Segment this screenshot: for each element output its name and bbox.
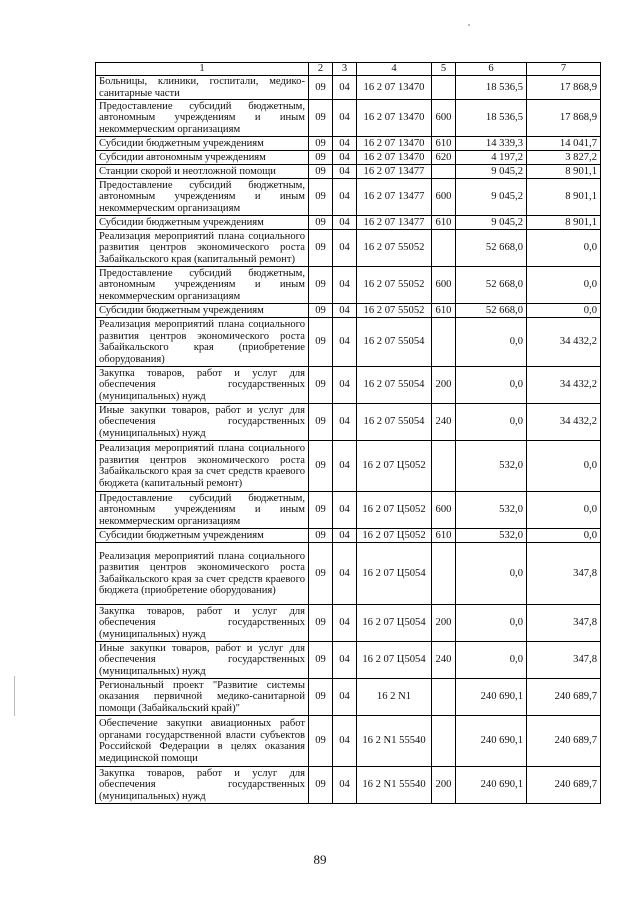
table-row [96, 605, 601, 642]
section-code: 09 [309, 100, 333, 137]
section-code: 09 [309, 441, 333, 492]
expense-type-code: 610 [432, 529, 456, 543]
amount-col-6: 0,0 [456, 642, 527, 679]
section-code: 09 [309, 716, 333, 767]
expense-type-code [432, 230, 456, 267]
expense-type-code [432, 76, 456, 100]
subsection-code: 04 [333, 179, 357, 216]
table-row [96, 216, 601, 230]
target-article-code: 16 2 07 Ц5052 [357, 529, 432, 543]
section-code: 09 [309, 76, 333, 100]
section-code: 09 [309, 304, 333, 318]
subsection-code: 04 [333, 679, 357, 716]
budget-table [95, 62, 601, 804]
expense-type-code: 610 [432, 304, 456, 318]
amount-col-6: 240 690,1 [456, 716, 527, 767]
expense-type-code: 620 [432, 151, 456, 165]
table-row [96, 304, 601, 318]
row-name: Закупка товаров, работ и услуг для обеспечения государственных (муниципальных) нужд [96, 605, 309, 642]
amount-col-7: 347,8 [527, 605, 601, 642]
amount-col-6: 52 668,0 [456, 230, 527, 267]
amount-col-7: 0,0 [527, 529, 601, 543]
amount-col-7: 17 868,9 [527, 76, 601, 100]
page-number: 89 [313, 852, 327, 867]
amount-col-6: 9 045,2 [456, 165, 527, 179]
table-row [96, 642, 601, 679]
amount-col-6: 532,0 [456, 492, 527, 529]
subsection-code: 04 [333, 76, 357, 100]
subsection-code: 04 [333, 529, 357, 543]
target-article-code: 16 2 N1 [357, 679, 432, 716]
subsection-code: 04 [333, 137, 357, 151]
table-row [96, 100, 601, 137]
amount-col-7: 240 689,7 [527, 767, 601, 804]
subsection-code: 04 [333, 716, 357, 767]
amount-col-6: 18 536,5 [456, 100, 527, 137]
target-article-code: 16 2 07 Ц5052 [357, 441, 432, 492]
section-code: 09 [309, 642, 333, 679]
table-row [96, 267, 601, 304]
scan-mark [14, 676, 15, 716]
amount-col-7: 8 901,1 [527, 179, 601, 216]
section-code: 09 [309, 216, 333, 230]
amount-col-6: 240 690,1 [456, 767, 527, 804]
target-article-code: 16 2 N1 55540 [357, 767, 432, 804]
subsection-code: 04 [333, 605, 357, 642]
section-code: 09 [309, 605, 333, 642]
row-name: Иные закупки товаров, работ и услуг для обеспечения государственных (муниципальных) нужд [96, 404, 309, 441]
expense-type-code [432, 441, 456, 492]
expense-type-code: 240 [432, 642, 456, 679]
table-row [96, 137, 601, 151]
row-name: Субсидии бюджетным учреждениям [96, 304, 309, 318]
expense-type-code [432, 318, 456, 367]
section-code: 09 [309, 137, 333, 151]
section-code: 09 [309, 543, 333, 605]
row-name: Субсидии бюджетным учреждениям [96, 216, 309, 230]
row-name: Больницы, клиники, госпитали, медико-санитарные части [96, 76, 309, 100]
amount-col-7: 14 041,7 [527, 137, 601, 151]
row-name: Предоставление субсидий бюджетным, автономным учреждениям и иным некоммерческим организациям [96, 179, 309, 216]
amount-col-6: 0,0 [456, 605, 527, 642]
table-row [96, 492, 601, 529]
section-code: 09 [309, 151, 333, 165]
amount-col-7: 0,0 [527, 441, 601, 492]
table-row [96, 318, 601, 367]
amount-col-6: 9 045,2 [456, 216, 527, 230]
target-article-code: 16 2 07 55054 [357, 404, 432, 441]
table-row [96, 441, 601, 492]
scan-mark [468, 24, 470, 26]
subsection-code: 04 [333, 767, 357, 804]
subsection-code: 04 [333, 216, 357, 230]
amount-col-7: 0,0 [527, 230, 601, 267]
section-code: 09 [309, 367, 333, 404]
amount-col-7: 34 432,2 [527, 404, 601, 441]
column-header-3: 3 [333, 63, 357, 76]
target-article-code: 16 2 07 13477 [357, 216, 432, 230]
target-article-code: 16 2 07 55052 [357, 230, 432, 267]
row-name: Реализация мероприятий плана социального развития центров экономического роста Забайкальского края за счет средств краевого бюджета (приобретение оборудования) [96, 543, 309, 605]
row-name: Субсидии бюджетным учреждениям [96, 529, 309, 543]
section-code: 09 [309, 404, 333, 441]
expense-type-code: 240 [432, 404, 456, 441]
expense-type-code: 610 [432, 137, 456, 151]
expense-type-code: 200 [432, 367, 456, 404]
subsection-code: 04 [333, 165, 357, 179]
section-code: 09 [309, 767, 333, 804]
column-header-7: 7 [527, 63, 601, 76]
table-header-row [96, 63, 601, 76]
subsection-code: 04 [333, 543, 357, 605]
row-name: Закупка товаров, работ и услуг для обеспечения государственных (муниципальных) нужд [96, 367, 309, 404]
row-name: Предоставление субсидий бюджетным, автономным учреждениям и иным некоммерческим организациям [96, 492, 309, 529]
table-row [96, 529, 601, 543]
amount-col-6: 532,0 [456, 441, 527, 492]
target-article-code: 16 2 07 13477 [357, 179, 432, 216]
section-code: 09 [309, 230, 333, 267]
table-row [96, 165, 601, 179]
amount-col-7: 8 901,1 [527, 165, 601, 179]
amount-col-7: 8 901,1 [527, 216, 601, 230]
amount-col-6: 14 339,3 [456, 137, 527, 151]
row-name: Станции скорой и неотложной помощи [96, 165, 309, 179]
row-name: Субсидии бюджетным учреждениям [96, 137, 309, 151]
amount-col-7: 240 689,7 [527, 716, 601, 767]
expense-type-code [432, 165, 456, 179]
table-row [96, 76, 601, 100]
amount-col-6: 52 668,0 [456, 267, 527, 304]
expense-type-code: 600 [432, 179, 456, 216]
target-article-code: 16 2 07 13470 [357, 137, 432, 151]
target-article-code: 16 2 07 Ц5054 [357, 605, 432, 642]
expense-type-code [432, 716, 456, 767]
row-name: Предоставление субсидий бюджетным, автономным учреждениям и иным некоммерческим организациям [96, 100, 309, 137]
subsection-code: 04 [333, 100, 357, 137]
amount-col-7: 0,0 [527, 267, 601, 304]
subsection-code: 04 [333, 492, 357, 529]
row-name: Иные закупки товаров, работ и услуг для обеспечения государственных (муниципальных) нужд [96, 642, 309, 679]
target-article-code: 16 2 07 Ц5054 [357, 642, 432, 679]
amount-col-7: 34 432,2 [527, 367, 601, 404]
row-name: Реализация мероприятий плана социального развития центров экономического роста Забайкальского края за счет средств краевого бюджета (капитальный ремонт) [96, 441, 309, 492]
table-row [96, 767, 601, 804]
column-header-4: 4 [357, 63, 432, 76]
table-row [96, 230, 601, 267]
row-name: Предоставление субсидий бюджетным, автономным учреждениям и иным некоммерческим организациям [96, 267, 309, 304]
amount-col-7: 34 432,2 [527, 318, 601, 367]
row-name: Реализация мероприятий плана социального развития центров экономического роста Забайкальского края (капитальный ремонт) [96, 230, 309, 267]
subsection-code: 04 [333, 151, 357, 165]
row-name: Региональный проект "Развитие системы оказания первичной медико-санитарной помощи (Забайкальский край)" [96, 679, 309, 716]
section-code: 09 [309, 679, 333, 716]
expense-type-code [432, 679, 456, 716]
row-name: Субсидии автономным учреждениям [96, 151, 309, 165]
section-code: 09 [309, 529, 333, 543]
amount-col-7: 347,8 [527, 642, 601, 679]
section-code: 09 [309, 165, 333, 179]
amount-col-6: 4 197,2 [456, 151, 527, 165]
amount-col-7: 17 868,9 [527, 100, 601, 137]
subsection-code: 04 [333, 230, 357, 267]
subsection-code: 04 [333, 404, 357, 441]
column-header-1: 1 [96, 63, 309, 76]
expense-type-code: 200 [432, 605, 456, 642]
table-row [96, 404, 601, 441]
row-name: Обеспечение закупки авиационных работ органами государственной власти субъектов Российской Федерации в целях оказания медицинской помощи [96, 716, 309, 767]
subsection-code: 04 [333, 267, 357, 304]
amount-col-6: 0,0 [456, 318, 527, 367]
expense-type-code: 200 [432, 767, 456, 804]
target-article-code: 16 2 07 Ц5052 [357, 492, 432, 529]
target-article-code: 16 2 07 55054 [357, 318, 432, 367]
column-header-6: 6 [456, 63, 527, 76]
target-article-code: 16 2 07 55052 [357, 304, 432, 318]
target-article-code: 16 2 07 55054 [357, 367, 432, 404]
target-article-code: 16 2 N1 55540 [357, 716, 432, 767]
amount-col-6: 52 668,0 [456, 304, 527, 318]
expense-type-code: 610 [432, 216, 456, 230]
amount-col-7: 3 827,2 [527, 151, 601, 165]
subsection-code: 04 [333, 304, 357, 318]
column-header-5: 5 [432, 63, 456, 76]
expense-type-code: 600 [432, 267, 456, 304]
amount-col-6: 0,0 [456, 543, 527, 605]
amount-col-7: 0,0 [527, 492, 601, 529]
section-code: 09 [309, 267, 333, 304]
section-code: 09 [309, 179, 333, 216]
expense-type-code: 600 [432, 492, 456, 529]
section-code: 09 [309, 318, 333, 367]
target-article-code: 16 2 07 13470 [357, 76, 432, 100]
expense-type-code [432, 543, 456, 605]
section-code: 09 [309, 492, 333, 529]
table-row [96, 679, 601, 716]
target-article-code: 16 2 07 Ц5054 [357, 543, 432, 605]
target-article-code: 16 2 07 13470 [357, 151, 432, 165]
amount-col-6: 532,0 [456, 529, 527, 543]
target-article-code: 16 2 07 13470 [357, 100, 432, 137]
table-row [96, 367, 601, 404]
amount-col-6: 9 045,2 [456, 179, 527, 216]
amount-col-6: 18 536,5 [456, 76, 527, 100]
expense-type-code: 600 [432, 100, 456, 137]
amount-col-6: 240 690,1 [456, 679, 527, 716]
table-row [96, 151, 601, 165]
subsection-code: 04 [333, 367, 357, 404]
column-header-2: 2 [309, 63, 333, 76]
target-article-code: 16 2 07 55052 [357, 267, 432, 304]
row-name: Закупка товаров, работ и услуг для обеспечения государственных (муниципальных) нужд [96, 767, 309, 804]
amount-col-6: 0,0 [456, 404, 527, 441]
target-article-code: 16 2 07 13477 [357, 165, 432, 179]
amount-col-7: 240 689,7 [527, 679, 601, 716]
amount-col-6: 0,0 [456, 367, 527, 404]
table-row [96, 543, 601, 605]
table-row [96, 716, 601, 767]
table-row [96, 179, 601, 216]
subsection-code: 04 [333, 318, 357, 367]
table-body [96, 76, 601, 804]
amount-col-7: 347,8 [527, 543, 601, 605]
subsection-code: 04 [333, 441, 357, 492]
row-name: Реализация мероприятий плана социального развития центров экономического роста Забайкальского края (приобретение оборудования) [96, 318, 309, 367]
subsection-code: 04 [333, 642, 357, 679]
amount-col-7: 0,0 [527, 304, 601, 318]
